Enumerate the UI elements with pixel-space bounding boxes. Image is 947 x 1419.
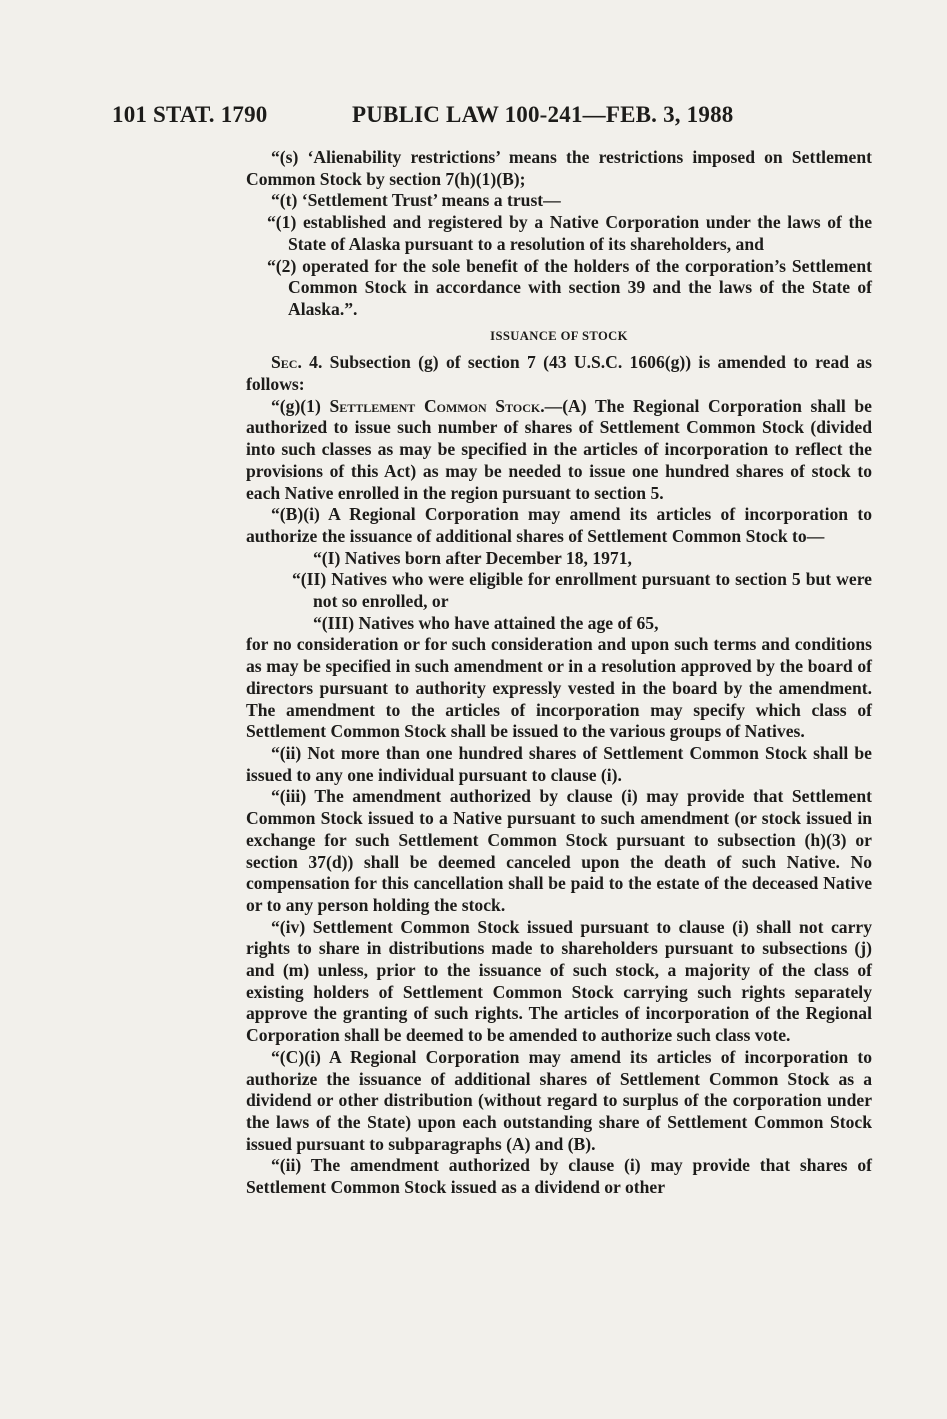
clause-b-iii: “(iii) The amendment authorized by clause (i) may provide that Settlement Common Stock issued to a Native pursuant to such amendment (or stock issued in exchange for such Settlement Common Stock pursuant to subsection (h)(3) or section 37(d)) shall be deemed canceled upon the death of such Native. No compensation for this cancellation shall be paid to the estate of the deceased Native or to any person holding the stock. [246,786,872,915]
clause-b-i: “(B)(i) A Regional Corporation may amend its articles of incorporation to authorize the issuance of additional shares of Settlement Common Stock to— [246,504,872,546]
settlement-common-stock-label: Settlement Common Stock. [329,395,545,416]
subclause-III: “(III) Natives who have attained the age of 65, [313,612,659,633]
section-heading: ISSUANCE OF STOCK [490,328,628,343]
page-body [246,147,872,1199]
clause-b-i-continuation: for no consideration or for such consideration and upon such terms and conditions as may be specified in such amendment or in a resolution approved by the board of directors pursuant to authority expressly vested in the board by the amendment. The amendment to the articles of incorporation may specify which class of Settlement Common Stock shall be issued to the various groups of Natives. [246,634,872,742]
g1-text: —(A) The Regional Corporation shall be authorized to issue such number of shares of Settlement Common Stock (divided into such classes as may be specified in the articles of incorporation to reflect the provisions of this Act) as may be needed to issue one hundred shares of stock to each Native enrolled in the region pursuant to section 5. [246,395,872,503]
statute-page-number: 101 STAT. 1790 [112,102,268,127]
clause-b-iv: “(iv) Settlement Common Stock issued pursuant to clause (i) shall not carry rights to share in distributions made to shareholders pursuant to subsections (j) and (m) unless, prior to the issuance of such stock, a majority of the class of existing holders of Settlement Common Stock carrying such rights separately approve the granting of such rights. The articles of incorporation of the Regional Corporation shall be deemed to be amended to authorize such class vote. [246,916,872,1046]
trust-clause-2: “(2) operated for the sole benefit of the holders of the corporation’s Settlement Common Stock in accordance with section 39 and the laws of the State of Alaska.”. [267,255,872,319]
trust-clause-1: “(1) established and registered by a Native Corporation under the laws of the State of Alaska pursuant to a resolution of its shareholders, and [267,212,872,254]
g1-prefix: “(g)(1) [271,395,330,416]
section-4-text: Subsection (g) of section 7 (43 U.S.C. 1606(g)) is amended to read as follows: [246,352,872,395]
definition-s: “(s) ‘Alienability restrictions’ means the restrictions imposed on Settlement Common Stock by section 7(h)(1)(B); [246,147,872,189]
subclause-I: “(I) Natives born after December 18, 1971, [313,547,632,568]
public-law-date: PUBLIC LAW 100-241—FEB. 3, 1988 [352,102,734,127]
definition-t: “(t) ‘Settlement Trust’ means a trust— [271,190,561,211]
clause-c-i: “(C)(i) A Regional Corporation may amend its articles of incorporation to authorize the issuance of additional shares of Settlement Common Stock as a dividend or other distribution (without regard to surplus of the corporation under the laws of the State) upon each outstanding share of Settlement Common Stock issued pursuant to subparagraphs (A) and (B). [246,1046,872,1154]
clause-b-ii: “(ii) Not more than one hundred shares of Settlement Common Stock shall be issued to any one individual pursuant to clause (i). [246,742,872,785]
clause-c-ii: “(ii) The amendment authorized by clause (i) may provide that shares of Settlement Common Stock issued as a dividend or other [246,1155,872,1198]
section-label: Sec. 4. [271,352,323,373]
section-4-intro [246,352,872,395]
paragraph-g1 [246,396,872,505]
subclause-II: “(II) Natives who were eligible for enrollment pursuant to section 5 but were not so enrolled, or [292,569,872,612]
running-header [112,102,872,132]
